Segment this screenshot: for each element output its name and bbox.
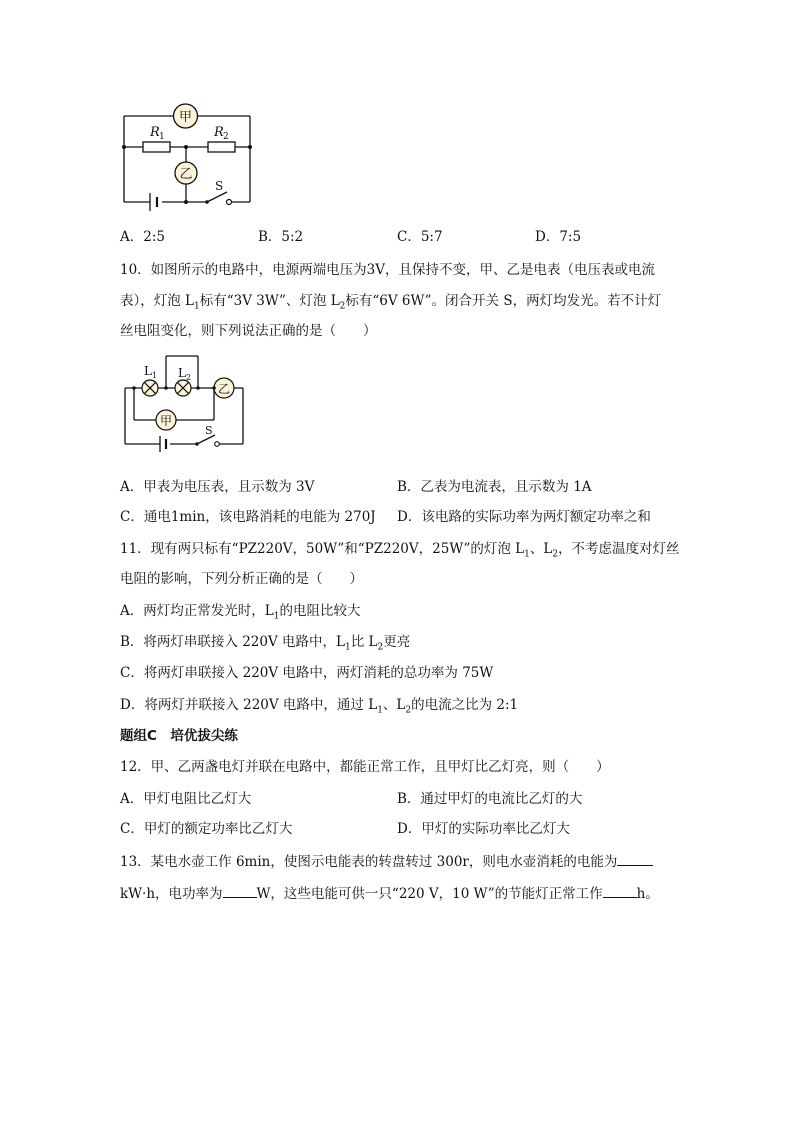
meter-right-label: 乙 xyxy=(217,382,231,396)
q10-option-d: D．该电路的实际功率为两灯额定功率之和 xyxy=(397,509,651,525)
q12-option-d: D．甲灯的实际功率比乙灯大 xyxy=(397,821,570,837)
l1-subscript: 1 xyxy=(152,371,158,380)
meter-mid-label: 乙 xyxy=(179,167,193,182)
q10-line-3: 丝电阻变化，则下列说法正确的是（ ） xyxy=(120,323,377,339)
r1-subscript: 1 xyxy=(159,132,165,142)
q9-option-a: A．2:5 xyxy=(120,229,165,245)
r2-subscript: 2 xyxy=(223,132,229,142)
q13-blank-1[interactable] xyxy=(617,851,653,866)
q12-option-c: C．甲灯的额定功率比乙灯大 xyxy=(120,821,293,837)
r2-label: R xyxy=(214,125,224,140)
q10-line-1: 10．如图所示的电路中，电源两端电压为3V，且保持不变，甲、乙是电表（电压表或电流 xyxy=(120,262,656,278)
q11-option-c: C．将两灯串联接入 220V 电路中，两灯消耗的总功率为 75W xyxy=(120,665,494,681)
meter-top-label: 甲 xyxy=(178,110,193,125)
q11-option-d: D．将两灯并联接入 220V 电路中，通过 $L_1$、$L_2$的电流之比为 2:1 xyxy=(120,697,519,716)
q11-option-a: A．两灯均正常发光时，$L_1$的电阻比较大 xyxy=(120,603,361,622)
q10-option-b: B．乙表为电流表，且示数为 1A xyxy=(397,479,592,495)
meter-bottom-label: 甲 xyxy=(159,414,173,428)
q11-option-b: B．将两灯串联接入 220V 电路中，$L_1$比 $L_2$更亮 xyxy=(120,634,411,653)
l2-subscript: 2 xyxy=(186,373,192,382)
circuit-diagram-2 xyxy=(118,350,253,458)
q13-line-2: kW·h，电功率为 W，这些电能可供一只“220 V，10 W”的节能灯正常工作 h。 xyxy=(120,883,659,904)
l1-label: L xyxy=(144,364,152,378)
q13-line-1: 13．某电水壶工作 6min，使图示电能表的转盘转过 300r，则电水壶消耗的电能为 xyxy=(120,851,653,872)
q10-line-2: 表），灯泡 $L_1$标有“3V 3W”、灯泡 $L_2$标有“6V 6W”。闭合开关 S，两灯均发光。若不计灯 xyxy=(120,293,662,312)
l2-label: L xyxy=(178,366,186,380)
r1-label: R xyxy=(150,125,160,140)
q9-option-b: B．5:2 xyxy=(258,229,304,245)
q12-option-b: B．通过甲灯的电流比乙灯的大 xyxy=(397,791,583,807)
section-c-heading: 题组C 培优拔尖练 xyxy=(120,728,238,744)
q12-option-a: A．甲灯电阻比乙灯大 xyxy=(120,791,252,807)
q13-blank-2[interactable] xyxy=(223,883,257,898)
circuit-diagram-1 xyxy=(110,92,270,217)
q9-option-d: D．7:5 xyxy=(535,229,582,245)
q13-blank-3[interactable] xyxy=(603,883,637,898)
switch-label: S xyxy=(215,179,224,193)
q9-option-c: C．5:7 xyxy=(397,229,443,245)
switch-label: S xyxy=(205,424,213,437)
q12-line-1: 12．甲、乙两盏电灯并联在电路中，都能正常工作，且甲灯比乙灯亮，则（ ） xyxy=(120,759,610,775)
q11-line-1: 11．现有两只标有“PZ220V，50W”和“PZ220V，25W”的灯泡 $L_1$、$L_2$，不考虑温度对灯丝 xyxy=(120,541,680,560)
q10-option-a: A．甲表为电压表，且示数为 3V xyxy=(120,479,315,495)
q10-option-c: C．通电1min，该电路消耗的电能为 270J xyxy=(120,509,376,525)
q11-line-2: 电阻的影响，下列分析正确的是（ ） xyxy=(120,571,363,587)
